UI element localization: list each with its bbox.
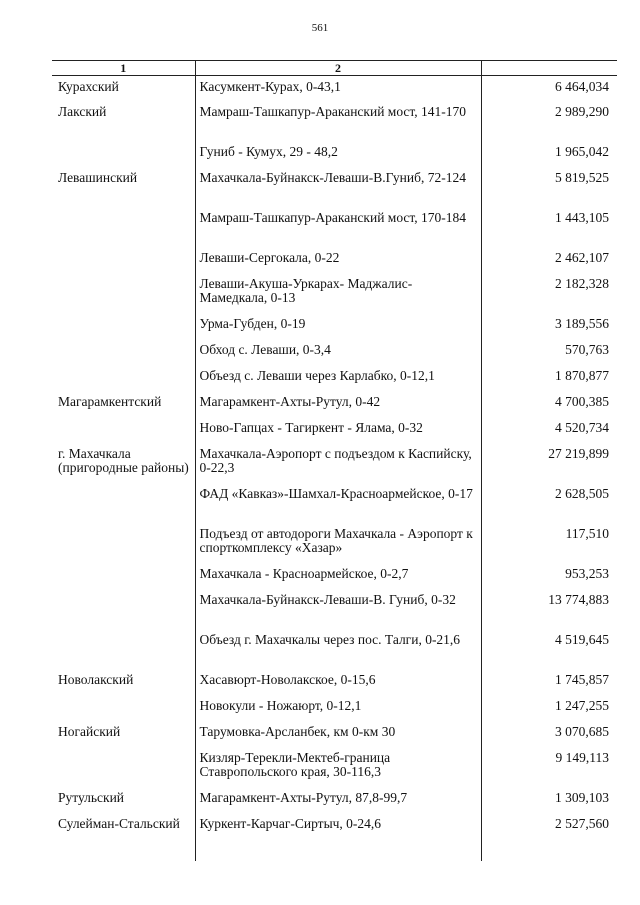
value-cell: 9 149,113 [555, 749, 609, 765]
value-cell: 2 462,107 [555, 249, 609, 265]
table-row [52, 417, 617, 443]
district-cell [52, 747, 195, 787]
district-cell: Курахский [58, 79, 119, 94]
road-cell: Махачкала - Красноармейское, 0-2,7 [195, 563, 481, 589]
district-cell: Сулейман-Стальский [58, 815, 180, 831]
value-cell: 2 182,328 [555, 275, 609, 291]
table-row [52, 101, 617, 141]
table-row [52, 813, 617, 861]
district-cell: Магарамкентский [58, 393, 162, 409]
road-cell: Гуниб - Кумух, 29 - 48,2 [195, 141, 481, 167]
district-cell: Лакский [58, 103, 107, 119]
table-row [52, 313, 617, 339]
table-row [52, 273, 617, 313]
value-cell: 1 309,103 [555, 789, 609, 805]
table-row [52, 141, 617, 167]
value-cell: 1 870,877 [555, 367, 609, 383]
road-cell: Мамраш-Ташкапур-Араканский мост, 141-170 [195, 101, 481, 141]
district-cell [52, 365, 195, 391]
value-cell: 4 519,645 [555, 631, 609, 647]
table-row [52, 747, 617, 787]
column-header-3 [481, 61, 617, 76]
table-row [52, 207, 617, 247]
district-cell: Новолакский [58, 671, 134, 687]
table-row [52, 443, 617, 483]
value-cell: 2 989,290 [555, 103, 609, 119]
district-cell [52, 589, 195, 629]
column-header-2: 2 [195, 61, 481, 76]
value-cell: 3 189,556 [555, 315, 609, 331]
value-cell: 1 745,857 [555, 671, 609, 687]
value-cell: 3 070,685 [555, 723, 609, 739]
district-cell [52, 273, 195, 313]
road-cell: Магарамкент-Ахты-Рутул, 0-42 [195, 391, 481, 417]
district-cell [52, 483, 195, 523]
district-cell [52, 339, 195, 365]
value-cell: 1 443,105 [555, 209, 609, 225]
value-cell: 1 965,042 [555, 143, 609, 159]
road-cell: Обход с. Леваши, 0-3,4 [195, 339, 481, 365]
table-row [52, 695, 617, 721]
table-row [52, 787, 617, 813]
value-cell: 6 464,034 [555, 79, 609, 94]
value-cell: 4 520,734 [555, 419, 609, 435]
table-row [52, 76, 617, 101]
district-cell [52, 313, 195, 339]
road-cell: Леваши-Акуша-Уркарах- Маджалис-Мамедкала, 0-13 [195, 273, 481, 313]
road-cell: Подъезд от автодороги Махачкала - Аэропорт к спорткомплексу «Хазар» [195, 523, 481, 563]
table-row [52, 523, 617, 563]
value-cell: 117,510 [565, 525, 609, 541]
table-body [52, 76, 617, 861]
value-cell: 2 628,505 [555, 485, 609, 501]
district-cell: г. Махачкала (пригородные районы) [58, 445, 189, 475]
district-cell: Ногайский [58, 723, 121, 739]
value-cell: 4 700,385 [555, 393, 609, 409]
table-row [52, 247, 617, 273]
table-row [52, 721, 617, 747]
district-cell [52, 563, 195, 589]
road-cell: Хасавюрт-Новолакское, 0-15,6 [195, 669, 481, 695]
road-cell: Касумкент-Курах, 0-43,1 [195, 76, 481, 101]
district-cell [52, 629, 195, 669]
table-header-row [52, 61, 617, 76]
roads-table [52, 60, 617, 861]
value-cell: 570,763 [565, 341, 609, 357]
value-cell: 953,253 [565, 565, 609, 581]
column-header-1: 1 [52, 61, 195, 76]
district-cell [52, 247, 195, 273]
road-cell: Куркент-Карчаг-Сиртыч, 0-24,6 [195, 813, 481, 861]
district-cell: Рутульский [58, 789, 125, 805]
district-cell [52, 141, 195, 167]
road-cell: Объезд с. Леваши через Карлабко, 0-12,1 [195, 365, 481, 391]
district-cell [52, 207, 195, 247]
district-cell [52, 695, 195, 721]
road-cell: Махачкала-Аэропорт с подъездом к Каспийску, 0-22,3 [195, 443, 481, 483]
road-cell: Кизляр-Терекли-Мектеб-граница Ставропольского края, 30-116,3 [195, 747, 481, 787]
road-cell: Магарамкент-Ахты-Рутул, 87,8-99,7 [195, 787, 481, 813]
value-cell: 2 527,560 [555, 815, 609, 831]
table-row [52, 589, 617, 629]
road-cell: Леваши-Сергокала, 0-22 [195, 247, 481, 273]
page-number: 561 [311, 22, 329, 34]
table-row [52, 629, 617, 669]
table-row [52, 391, 617, 417]
road-cell: Урма-Губден, 0-19 [195, 313, 481, 339]
table-row [52, 483, 617, 523]
value-cell: 1 247,255 [555, 697, 609, 713]
road-cell: Тарумовка-Арсланбек, км 0-км 30 [195, 721, 481, 747]
road-cell: Ново-Гапцах - Тагиркент - Ялама, 0-32 [195, 417, 481, 443]
road-cell: Махачкала-Буйнакск-Леваши-В.Гуниб, 72-124 [195, 167, 481, 207]
district-cell [52, 417, 195, 443]
road-cell: Объезд г. Махачкалы через пос. Талги, 0-21,6 [195, 629, 481, 669]
value-cell: 13 774,883 [548, 591, 609, 607]
road-cell: Махачкала-Буйнакск-Леваши-В. Гуниб, 0-32 [195, 589, 481, 629]
road-cell: ФАД «Кавказ»-Шамхал-Красноармейское, 0-17 [195, 483, 481, 523]
value-cell: 27 219,899 [548, 445, 609, 461]
district-cell: Левашинский [58, 169, 138, 185]
table-row [52, 167, 617, 207]
table-row [52, 365, 617, 391]
road-cell: Мамраш-Ташкапур-Араканский мост, 170-184 [195, 207, 481, 247]
table-row [52, 339, 617, 365]
value-cell: 5 819,525 [555, 169, 609, 185]
table-row [52, 669, 617, 695]
table-row [52, 563, 617, 589]
road-cell: Новокули - Ножаюрт, 0-12,1 [195, 695, 481, 721]
district-cell [52, 523, 195, 563]
